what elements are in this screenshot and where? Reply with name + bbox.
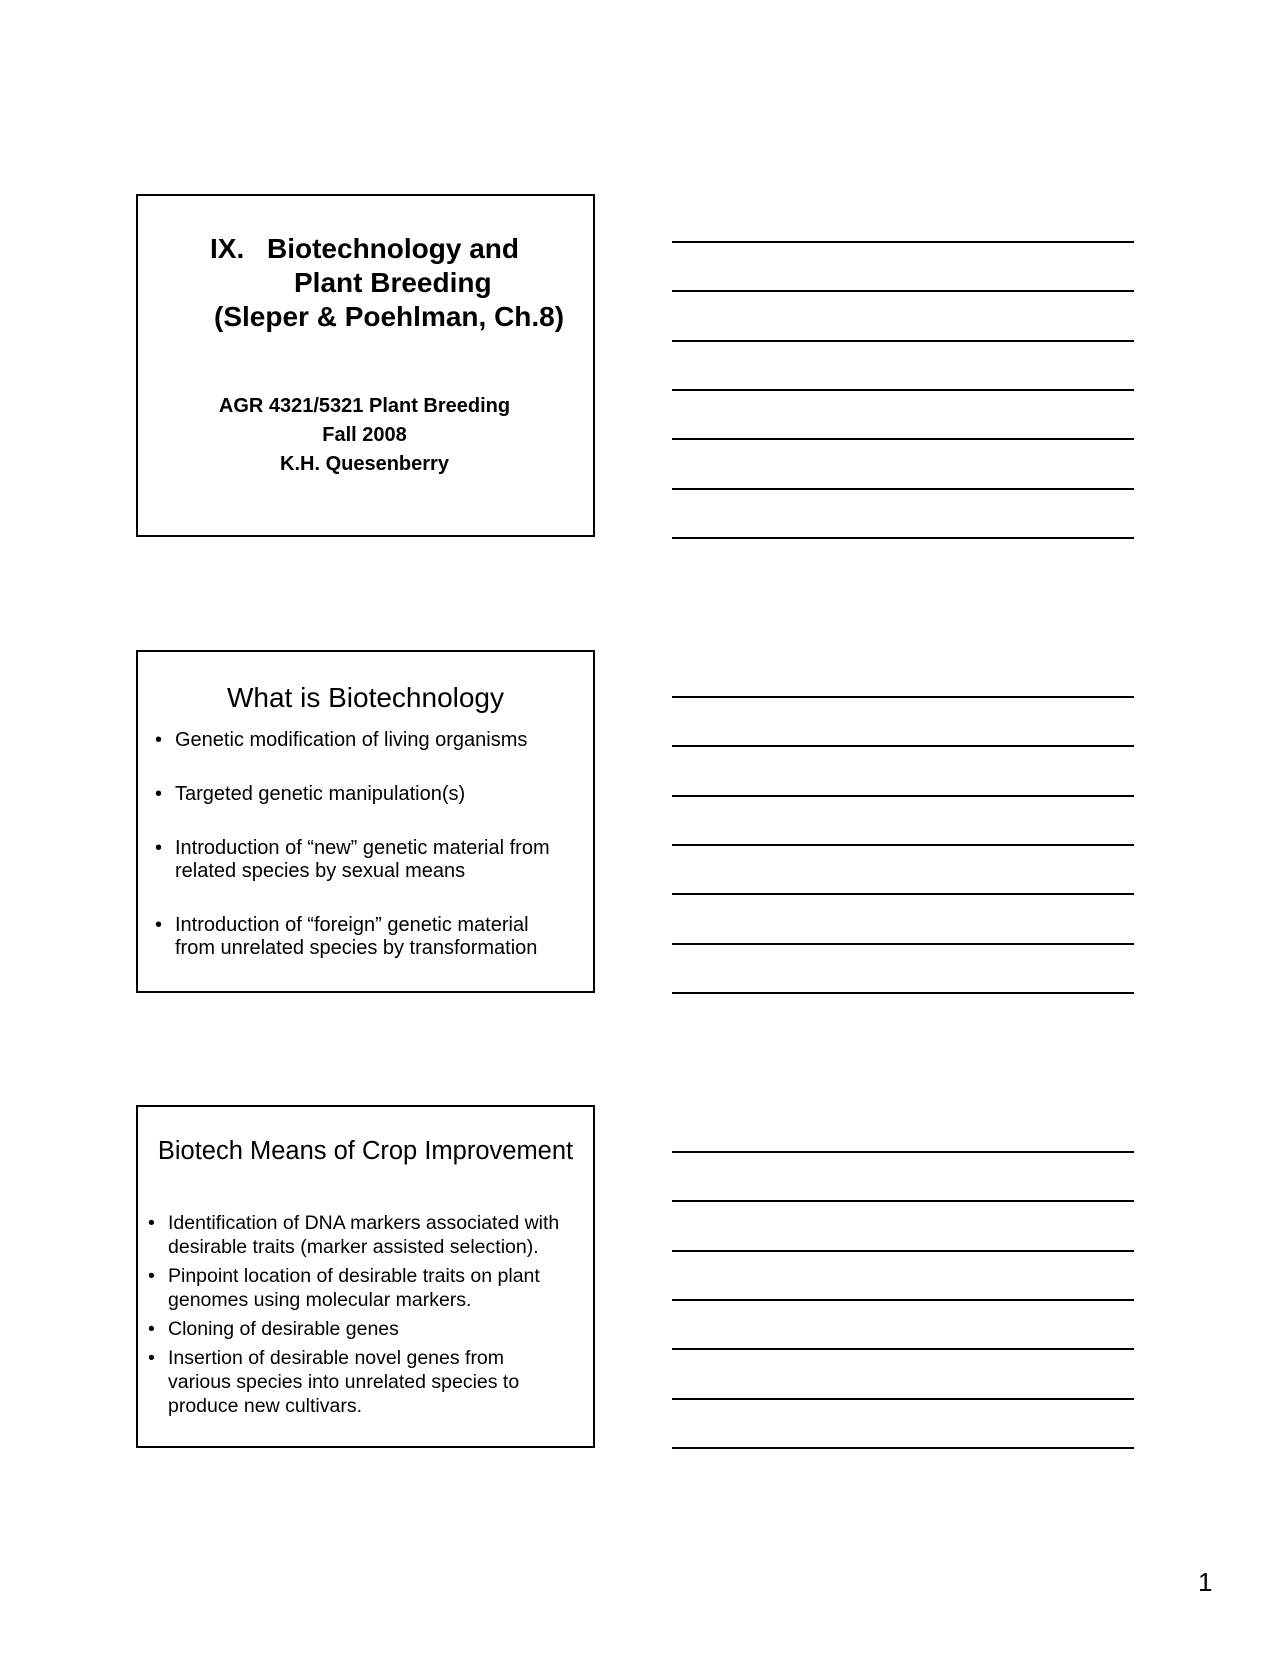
bullet-icon: • xyxy=(155,837,163,859)
bullet-text-line: Targeted genetic manipulation(s) xyxy=(175,783,466,805)
note-line xyxy=(672,745,1134,747)
note-line xyxy=(672,943,1134,945)
course-info xyxy=(138,392,593,479)
slide-2-what-is-biotechnology xyxy=(136,650,595,993)
title-number: IX. xyxy=(210,233,245,264)
bullet-icon: • xyxy=(148,1347,155,1369)
note-line xyxy=(672,290,1134,292)
note-line xyxy=(672,1250,1134,1252)
note-line xyxy=(672,1447,1134,1449)
bullet-text-line: genomes using molecular markers. xyxy=(168,1289,472,1311)
bullet-text-line: desirable traits (marker assisted selection). xyxy=(168,1236,539,1258)
bullet-text-line: from unrelated species by transformation xyxy=(175,937,538,959)
slide-title xyxy=(210,232,564,334)
note-line xyxy=(672,241,1134,243)
bullet-text-line: various species into unrelated species to xyxy=(168,1371,520,1393)
bullet-icon: • xyxy=(148,1318,155,1340)
slide-1-title xyxy=(136,194,595,537)
slide-3-biotech-means xyxy=(136,1105,595,1448)
bullet-icon: • xyxy=(155,783,163,805)
bullet-icon: • xyxy=(155,914,163,936)
note-line xyxy=(672,844,1134,846)
note-line xyxy=(672,893,1134,895)
instructor-name: K.H. Quesenberry xyxy=(280,453,449,475)
slide-heading: Biotech Means of Crop Improvement xyxy=(157,1137,574,1165)
note-line xyxy=(672,1151,1134,1153)
bullet-text-line: Introduction of “new” genetic material from xyxy=(175,837,550,859)
bullet-list xyxy=(148,1211,594,1423)
bullet-text-line: related species by sexual means xyxy=(175,860,466,882)
note-line xyxy=(672,1200,1134,1202)
bullet-text-line: Introduction of “foreign” genetic material xyxy=(175,914,529,936)
note-line xyxy=(672,1299,1134,1301)
bullet-item xyxy=(148,1264,594,1312)
note-line xyxy=(672,795,1134,797)
course-term: Fall 2008 xyxy=(322,424,407,446)
note-line xyxy=(672,537,1134,539)
title-line-3: (Sleper & Poehlman, Ch.8) xyxy=(214,301,565,332)
bullet-item xyxy=(148,1346,594,1418)
bullet-list xyxy=(155,729,585,991)
bullet-text-line: Cloning of desirable genes xyxy=(168,1318,399,1340)
bullet-icon: • xyxy=(148,1212,155,1234)
bullet-text-line: produce new cultivars. xyxy=(168,1395,363,1417)
note-line xyxy=(672,992,1134,994)
bullet-icon: • xyxy=(148,1265,155,1287)
bullet-item xyxy=(148,1317,594,1341)
bullet-text-line: Identification of DNA markers associated with xyxy=(168,1212,560,1234)
note-line xyxy=(672,696,1134,698)
note-line xyxy=(672,340,1134,342)
note-line xyxy=(672,1348,1134,1350)
bullet-item xyxy=(155,783,585,806)
bullet-text-line: Genetic modification of living organisms xyxy=(175,729,528,751)
title-line-2: Plant Breeding xyxy=(294,267,492,298)
bullet-item xyxy=(155,729,585,752)
bullet-item xyxy=(148,1211,594,1259)
slide-heading: What is Biotechnology xyxy=(226,682,505,713)
bullet-text-line: Insertion of desirable novel genes from xyxy=(168,1347,505,1369)
note-line xyxy=(672,488,1134,490)
course-name: AGR 4321/5321 Plant Breeding xyxy=(218,395,511,417)
bullet-item xyxy=(155,914,585,960)
note-line xyxy=(672,389,1134,391)
bullet-item xyxy=(155,837,585,883)
title-line-1: Biotechnology and xyxy=(267,233,519,264)
page-number: 1 xyxy=(1198,1567,1213,1597)
note-line xyxy=(672,1398,1134,1400)
bullet-icon: • xyxy=(155,729,163,751)
bullet-text-line: Pinpoint location of desirable traits on plant xyxy=(168,1265,540,1287)
note-line xyxy=(672,438,1134,440)
